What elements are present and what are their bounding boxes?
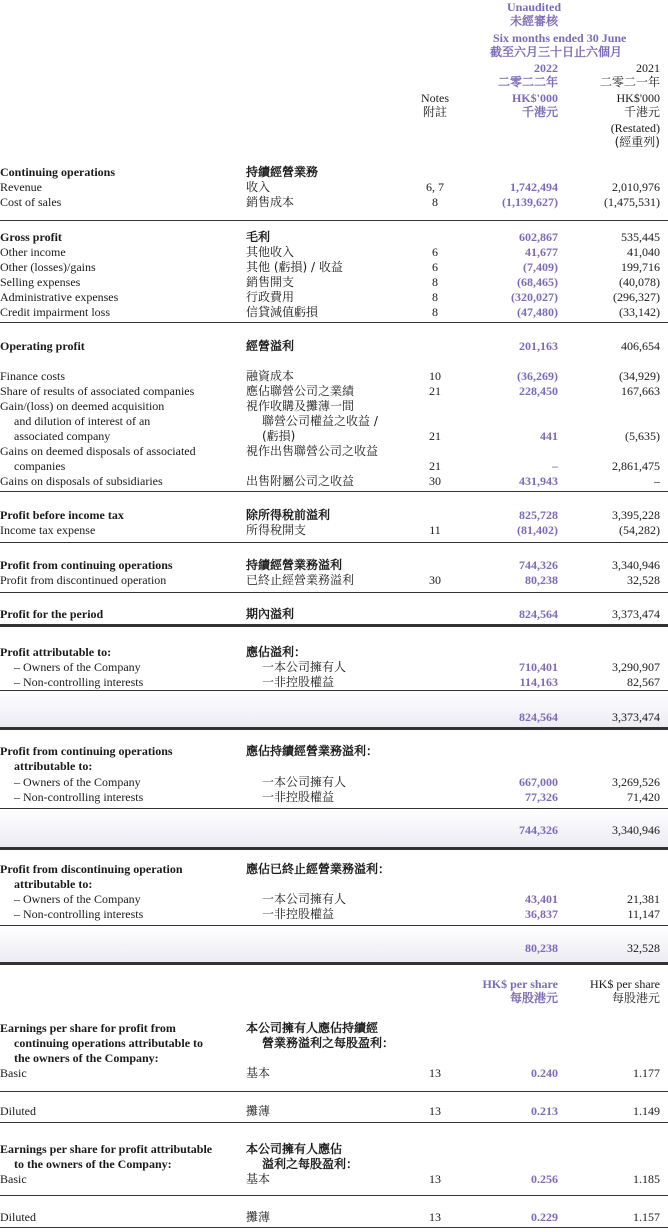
value-2021: 3,340,946: [612, 558, 660, 572]
value-2022: 0.240: [531, 1066, 558, 1080]
subtotal-2021: 32,528: [627, 941, 660, 955]
year-2021: 2021: [636, 61, 660, 75]
value-2022: (47,480): [517, 305, 558, 319]
value-2021: 32,528: [627, 573, 660, 587]
row-label-zh: 攤薄: [246, 1104, 271, 1118]
subtotal-2021: 3,373,474: [612, 710, 660, 724]
row-label: – Non-controlling interests: [14, 675, 144, 689]
value-2022: 431,943: [519, 474, 558, 488]
row-label-zh: 持續經營業務溢利: [246, 558, 343, 572]
row-note: 8: [432, 195, 438, 209]
row-note: 21: [429, 384, 441, 398]
divider: [0, 690, 668, 691]
row-label: Earnings per share for profit attributable: [0, 1142, 213, 1156]
row-label: – Owners of the Company: [14, 892, 141, 906]
row-label-line3: associated company: [14, 429, 111, 443]
row-note: 13: [429, 1104, 441, 1118]
row-label-zh: 所得稅開支: [246, 523, 307, 537]
row-label-zh: 毛利: [246, 230, 271, 244]
row-label-zh: 一本公司擁有人: [262, 892, 347, 906]
currency-2022-zh: 千港元: [521, 105, 558, 119]
row-label-zh-line2: 聯營公司權益之收益 /: [262, 414, 378, 428]
unaudited-label: Unaudited: [506, 0, 562, 14]
subtotal-2022: 824,564: [519, 710, 558, 724]
value-2022: (68,465): [517, 275, 558, 289]
row-label-zh: 基本: [246, 1066, 271, 1080]
row-label: – Owners of the Company: [14, 775, 141, 789]
value-2021: 41,040: [627, 245, 660, 259]
row-label-zh-line2: 溢利之每股盈利：: [262, 1157, 359, 1171]
row-note: 30: [429, 474, 441, 488]
restated-zh-label: (經重列): [614, 135, 660, 149]
value-2021: (296,327): [613, 290, 660, 304]
row-note: 8: [432, 305, 438, 319]
unaudited-zh-label: 未經審核: [509, 14, 558, 28]
value-2022: (320,027): [511, 290, 558, 304]
year-2022: 2022: [534, 61, 558, 75]
value-2022: 43,401: [525, 892, 558, 906]
value-2021: (40,078): [619, 275, 660, 289]
row-note: 6: [432, 260, 438, 274]
row-label: Gains on deemed disposals of associated: [0, 444, 196, 458]
value-2021: (5,635): [625, 429, 660, 443]
value-2021: 71,420: [627, 790, 660, 804]
value-2021: 406,654: [621, 339, 660, 353]
value-2022: 744,326: [519, 558, 558, 572]
row-label: – Non-controlling interests: [14, 790, 144, 804]
period-zh-label: 截至六月三十日止六個月: [490, 45, 623, 59]
row-label: Profit attributable to:: [0, 645, 112, 659]
value-2021: (54,282): [619, 523, 660, 537]
value-2022: 77,326: [525, 790, 558, 804]
value-2022: 36,837: [525, 907, 558, 921]
row-note: 13: [429, 1210, 441, 1224]
restated-label: (Restated): [610, 121, 660, 135]
row-label-line2: companies: [14, 459, 66, 473]
divider: [0, 1227, 668, 1228]
eps-header-2021-zh: 每股港元: [611, 991, 660, 1005]
value-2022: 201,163: [519, 339, 558, 353]
row-label-zh: 基本: [246, 1172, 271, 1186]
divider: [0, 808, 668, 809]
row-label: – Non-controlling interests: [14, 907, 144, 921]
subtotal-2022: 80,238: [525, 941, 558, 955]
value-2021: (1,475,531): [604, 195, 660, 209]
row-label-zh: 攤薄: [246, 1210, 271, 1224]
row-label: Operating profit: [0, 339, 85, 353]
value-2021: 11,147: [627, 907, 660, 921]
row-label: Diluted: [0, 1104, 36, 1118]
row-label-zh: 一本公司擁有人: [262, 775, 347, 789]
row-note: 21: [429, 429, 441, 443]
row-label: Share of results of associated companies: [0, 384, 195, 398]
row-label-zh: 銷售成本: [246, 195, 295, 209]
value-2021: (33,142): [619, 305, 660, 319]
row-label: Gain/(loss) on deemed acquisition: [0, 399, 165, 413]
row-label-zh: 本公司擁有人應佔: [246, 1142, 343, 1156]
value-2022: (81,402): [517, 523, 558, 537]
row-label-line2: attributable to:: [14, 877, 93, 891]
value-2021: 535,445: [621, 230, 660, 244]
value-2021: 21,381: [627, 892, 660, 906]
eps-header-2022-zh: 每股港元: [509, 991, 558, 1005]
row-label-line2: to the owners of the Company:: [14, 1157, 172, 1171]
row-label: Continuing operations: [0, 165, 116, 179]
row-label-zh: 應佔已終止經營業務溢利：: [246, 862, 391, 876]
row-label-line3: the owners of the Company:: [14, 1051, 159, 1065]
value-2021: 1.185: [633, 1172, 660, 1186]
row-label-zh: 一非控股權益: [262, 675, 335, 689]
value-2022: (36,269): [517, 369, 558, 383]
divider: [0, 1195, 668, 1196]
row-label-line2: and dilution of interest of an: [14, 414, 151, 428]
row-label-zh: 視作出售聯營公司之收益: [246, 444, 379, 458]
eps-header-2022: HK$ per share: [482, 977, 558, 991]
row-label: Basic: [0, 1066, 27, 1080]
subtotal-2022: 744,326: [519, 823, 558, 837]
value-2021: 167,663: [621, 384, 660, 398]
row-label: Profit from discontinuing operation: [0, 862, 183, 876]
divider-thick: [0, 962, 668, 965]
divider-thick: [0, 727, 668, 730]
row-label-zh-line2: 營業務溢利之每股盈利：: [262, 1036, 395, 1050]
value-2021: 2,861,475: [612, 459, 660, 473]
row-label: Other (losses)/gains: [0, 260, 96, 274]
row-label-zh: 除所得稅前溢利: [246, 508, 331, 522]
row-note: 13: [429, 1172, 441, 1186]
value-2021: 82,567: [627, 675, 660, 689]
divider: [0, 1122, 668, 1123]
row-label: Credit impairment loss: [0, 305, 110, 319]
value-2021: 3,395,228: [612, 508, 660, 522]
row-note: 11: [429, 523, 441, 537]
row-label-zh: 信貸減值虧損: [246, 305, 319, 319]
value-2021: 1.177: [633, 1066, 660, 1080]
value-2022: 602,867: [519, 230, 558, 244]
divider: [0, 322, 668, 323]
row-note: 8: [432, 290, 438, 304]
row-label: Cost of sales: [0, 195, 62, 209]
row-note: 10: [429, 369, 441, 383]
row-label-zh: 出售附屬公司之收益: [246, 474, 355, 488]
subtotal-band: [0, 925, 668, 965]
row-label: Earnings per share for profit from: [0, 1021, 176, 1035]
row-note: 6: [432, 245, 438, 259]
row-label-zh: 持續經營業務: [246, 165, 319, 179]
year-2022-zh: 二零二二年: [497, 75, 558, 89]
row-label-zh: 已終止經營業務溢利: [246, 573, 355, 587]
divider: [0, 491, 668, 492]
value-2022: 0.229: [531, 1210, 558, 1224]
year-2021-zh: 二零二一年: [599, 75, 660, 89]
divider-thick: [0, 624, 668, 627]
value-2022: 80,238: [525, 573, 558, 587]
divider: [0, 220, 668, 221]
row-label-line2: attributable to:: [14, 759, 93, 773]
row-label-zh: 一非控股權益: [262, 790, 335, 804]
value-2022: 824,564: [519, 607, 558, 621]
currency-2021-zh: 千港元: [623, 105, 660, 119]
value-2022: 667,000: [519, 775, 558, 789]
row-label-zh: 其他收入: [246, 245, 295, 259]
row-label-zh: 本公司擁有人應佔持續經: [246, 1021, 379, 1035]
divider: [0, 925, 668, 926]
value-2022: (7,409): [523, 260, 558, 274]
divider: [0, 1091, 668, 1092]
value-2021: 3,290,907: [612, 660, 660, 674]
row-label-zh: 經營溢利: [246, 339, 295, 353]
row-note: 30: [429, 573, 441, 587]
subtotal-2021: 3,340,946: [612, 823, 660, 837]
row-label-zh: 銷售開支: [246, 275, 295, 289]
value-2021: –: [654, 474, 660, 488]
value-2021: 199,716: [621, 260, 660, 274]
value-2022: 0.256: [531, 1172, 558, 1186]
row-label-zh: 行政費用: [246, 290, 295, 304]
value-2021: (34,929): [619, 369, 660, 383]
value-2022: –: [552, 459, 558, 473]
row-label-zh: 融資成本: [246, 369, 295, 383]
value-2022: 1,742,494: [510, 180, 558, 194]
period-label: Six months ended 30 June: [493, 31, 627, 45]
value-2021: 2,010,976: [612, 180, 660, 194]
value-2022: 114,163: [519, 675, 558, 689]
row-label: Diluted: [0, 1210, 36, 1224]
row-label: Profit from continuing operations: [0, 558, 173, 572]
subtotal-band: [0, 690, 668, 730]
value-2022: 41,677: [525, 245, 558, 259]
row-label-zh: 一本公司擁有人: [262, 660, 347, 674]
row-label-zh: 一非控股權益: [262, 907, 335, 921]
value-2022: (1,139,627): [502, 195, 558, 209]
row-label-zh: 期內溢利: [246, 607, 295, 621]
row-label-line2: continuing operations attributable to: [14, 1036, 204, 1050]
row-note: 13: [429, 1066, 441, 1080]
row-label: Revenue: [0, 180, 42, 194]
row-label-zh: 應佔溢利：: [246, 645, 307, 659]
currency-2021: HK$'000: [616, 91, 660, 105]
divider: [0, 542, 668, 543]
row-label-zh: 應佔持續經營業務溢利：: [246, 744, 379, 758]
value-2021: 1.149: [633, 1104, 660, 1118]
value-2021: 3,373,474: [612, 607, 660, 621]
row-label: Gross profit: [0, 230, 62, 244]
row-label: Profit from continuing operations: [0, 744, 173, 758]
row-label: Income tax expense: [0, 523, 96, 537]
value-2021: 3,269,526: [612, 775, 660, 789]
value-2022: 228,450: [519, 384, 558, 398]
currency-2022: HK$'000: [511, 91, 558, 105]
row-note: 6, 7: [426, 180, 444, 194]
value-2022: 0.213: [531, 1104, 558, 1118]
row-label: Profit before income tax: [0, 508, 124, 522]
value-2022: 710,401: [519, 660, 558, 674]
row-label: Other income: [0, 245, 66, 259]
row-label: Gains on disposals of subsidiaries: [0, 474, 163, 488]
divider: [0, 592, 668, 593]
notes-zh-header: 附註: [422, 105, 447, 119]
value-2022: 441: [540, 429, 558, 443]
divider-thick: [0, 847, 668, 850]
notes-header: Notes: [421, 91, 449, 105]
row-label-zh: 視作收購及攤薄一間: [246, 399, 355, 413]
row-label: Finance costs: [0, 369, 65, 383]
value-2022: 825,728: [519, 508, 558, 522]
row-label: Administrative expenses: [0, 290, 119, 304]
row-label-zh-line3: (虧損): [262, 429, 296, 443]
subtotal-band: [0, 808, 668, 850]
row-label: Profit from discontinued operation: [0, 573, 167, 587]
row-label-zh: 收入: [246, 180, 271, 194]
row-note: 21: [429, 459, 441, 473]
row-label: Basic: [0, 1172, 27, 1186]
value-2021: 1.157: [633, 1210, 660, 1224]
row-label-zh: 其他 (虧損) / 收益: [246, 260, 343, 274]
row-label: Selling expenses: [0, 275, 81, 289]
row-label: – Owners of the Company: [14, 660, 141, 674]
eps-header-2021: HK$ per share: [590, 977, 660, 991]
row-label: Profit for the period: [0, 607, 104, 621]
row-label-zh: 應佔聯營公司之業績: [246, 384, 355, 398]
row-note: 8: [432, 275, 438, 289]
